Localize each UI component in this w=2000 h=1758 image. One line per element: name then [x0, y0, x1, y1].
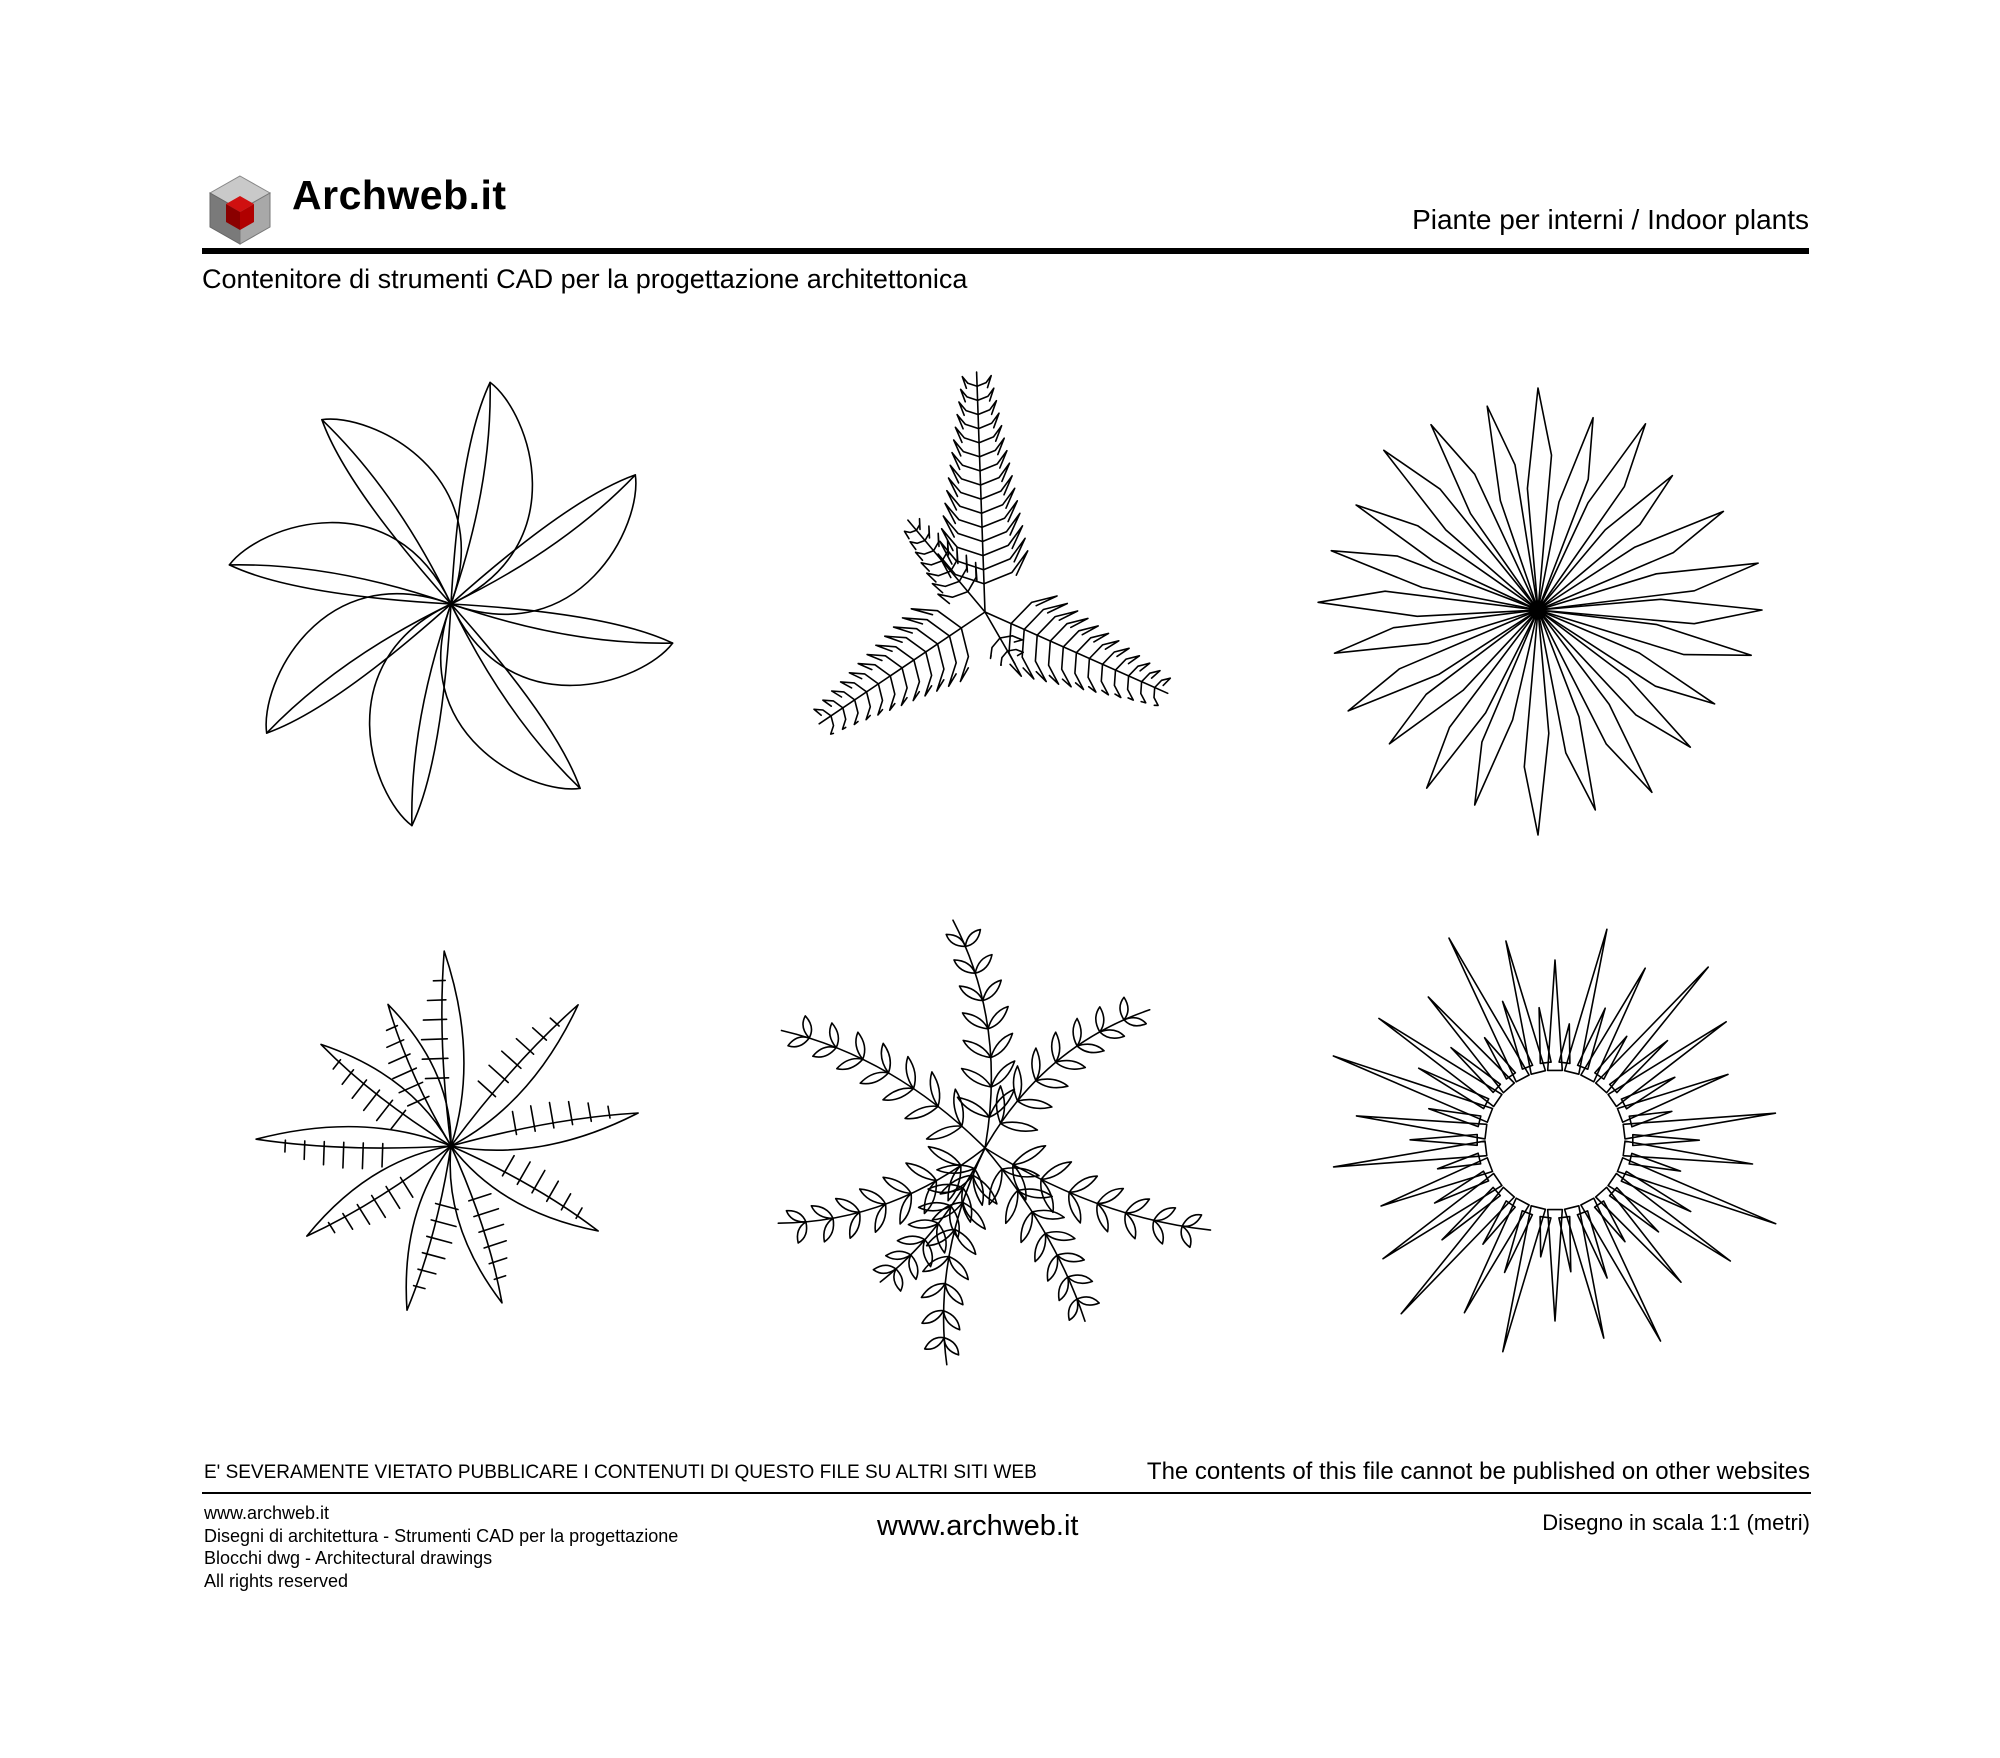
footer-rule [202, 1492, 1811, 1494]
footer-line: www.archweb.it [204, 1503, 330, 1523]
notice-italian: E' SEVERAMENTE VIETATO PUBBLICARE I CONTENUTI DI QUESTO FILE SU ALTRI SITI WEB [204, 1462, 1037, 1483]
page-title: Piante per interni / Indoor plants [1412, 204, 1809, 235]
header-rule [202, 248, 1809, 254]
footer-line: Blocchi dwg - Architectural drawings [204, 1548, 493, 1568]
plant-leafy-branches [778, 920, 1210, 1364]
footer-website[interactable]: www.archweb.it [877, 1510, 1079, 1542]
footer-info [204, 1502, 678, 1592]
notice-english: The contents of this file cannot be published on other websites [1146, 1458, 1810, 1485]
plant-spiky-rosette [1318, 388, 1762, 835]
footer-line: All rights reserved [204, 1570, 349, 1591]
footer-scale: Disegno in scala 1:1 (metri) [1542, 1510, 1810, 1535]
plant-star-burst [1333, 929, 1775, 1351]
footer-line: Disegni di architettura - Strumenti CAD per la progettazione [204, 1525, 679, 1546]
page-subtitle: Contenitore di strumenti CAD per la progettazione architettonica [202, 264, 968, 294]
plant-rosette-broad-leaves [229, 382, 672, 825]
plant-fern-three-fronds [814, 372, 1170, 734]
brand-name: Archweb.it [292, 172, 507, 218]
plant-striped-star-leaves [256, 951, 638, 1310]
logo-cube-icon [210, 176, 270, 244]
